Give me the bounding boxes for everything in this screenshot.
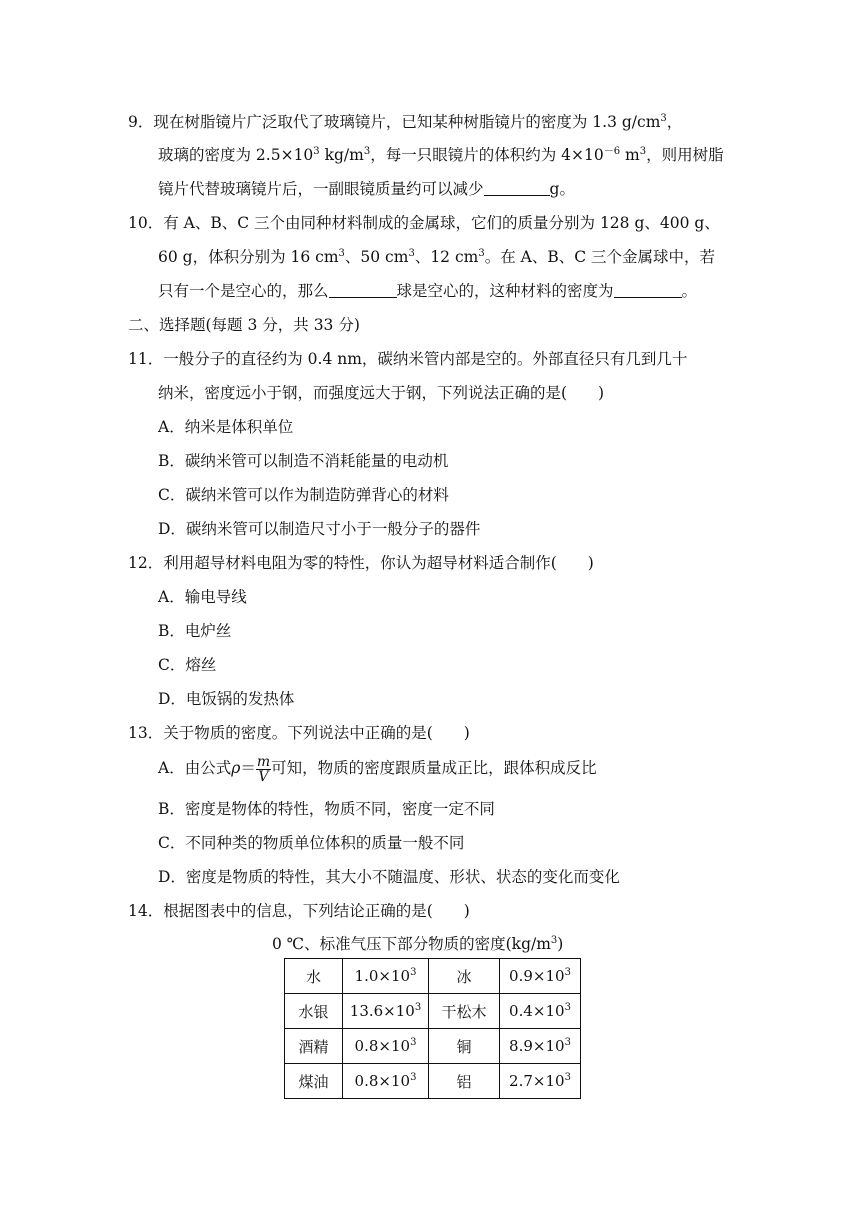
- superscript: 3: [363, 146, 371, 157]
- option-text: A．由公式: [158, 759, 232, 777]
- superscript: 3: [564, 1072, 571, 1083]
- superscript: 3: [410, 967, 417, 978]
- fraction-numerator: m: [256, 753, 271, 770]
- option-a: A．纳米是体积单位: [158, 418, 294, 436]
- q10-text: 只有一个是空心的，那么: [158, 282, 329, 300]
- superscript: 3: [338, 248, 345, 259]
- substance-cell: [285, 1064, 343, 1099]
- option-c: C．熔丝: [158, 656, 217, 674]
- substance-cell: [285, 959, 343, 994]
- q9-text: m: [620, 146, 640, 164]
- cell-text: 水银: [298, 1002, 329, 1021]
- superscript: 3: [660, 113, 667, 124]
- question-9-line-2: [158, 145, 724, 165]
- question-11-line-1: 11．一般分子的直径约为 0.4 nm，碳纳米管内部是空的。外部直径只有几到几十: [128, 350, 688, 368]
- superscript: 3: [410, 1072, 417, 1083]
- cell-text: 0.9×10: [509, 967, 565, 985]
- cell-text: 冰: [456, 967, 472, 986]
- q10-text: 球是空心的，这种材料的密度为: [396, 282, 614, 300]
- cell-text: 1.0×10: [354, 967, 411, 985]
- cell-text: 8.9×10: [509, 1037, 565, 1055]
- density-cell: [500, 1064, 581, 1099]
- q9-text: ，每一只眼镜片的体积约为 4×10: [370, 146, 604, 164]
- question-10-line-2: [158, 247, 715, 267]
- table-row: [285, 1064, 581, 1099]
- q10-text: 10．有 A、B、C 三个由同种材料制成的金属球，它们的质量分别为 128 g、400 g、: [128, 214, 720, 232]
- substance-cell: [429, 1064, 500, 1099]
- option-a: A．输电导线: [158, 588, 247, 606]
- q9-text: 9．现在树脂镜片广泛取代了玻璃镜片，已知某种树脂镜片的密度为 1.3 g/cm: [128, 113, 661, 131]
- superscript: 3: [410, 1037, 417, 1048]
- option-b: B．碳纳米管可以制造不消耗能量的电动机: [158, 452, 449, 470]
- density-cell: [343, 1029, 429, 1064]
- question-14-line-1: 14．根据图表中的信息，下列结论正确的是( ): [128, 902, 470, 920]
- cell-text: 铝: [456, 1072, 472, 1091]
- option-d: D．碳纳米管可以制造尺寸小于一般分子的器件: [158, 520, 481, 538]
- option-b: B．密度是物体的特性，物质不同，密度一定不同: [158, 800, 495, 818]
- cell-text: 13.6×10: [349, 1002, 415, 1020]
- fraction-denominator: V: [258, 768, 269, 785]
- substance-cell: [285, 1029, 343, 1064]
- density-cell: [500, 994, 581, 1029]
- q9-text: g。: [549, 180, 575, 198]
- cell-text: 酒精: [298, 1037, 329, 1056]
- cell-text: 干松木: [441, 1002, 487, 1021]
- question-13-line-1: 13．关于物质的密度。下列说法中正确的是( ): [128, 724, 470, 742]
- density-cell: [343, 994, 429, 1029]
- section-heading: 二、选择题(每题 3 分，共 33 分): [128, 316, 360, 334]
- question-12-line-1: 12．利用超导材料电阻为零的特性，你认为超导材料适合制作( ): [128, 554, 594, 572]
- cell-text: 铜: [456, 1037, 472, 1056]
- table-row: [285, 959, 581, 994]
- table-row: [285, 994, 581, 1029]
- cell-text: 0.4×10: [509, 1002, 565, 1020]
- superscript: －6: [603, 146, 621, 157]
- substance-cell: [429, 959, 500, 994]
- q9-text: 玻璃的密度为 2.5×10: [158, 146, 314, 164]
- superscript: 3: [478, 248, 485, 259]
- fraction: [256, 755, 271, 784]
- answer-blank[interactable]: [614, 282, 682, 298]
- option-a: [158, 753, 597, 784]
- superscript: 3: [408, 248, 415, 259]
- superscript: 3: [564, 967, 571, 978]
- question-9-line-1: [128, 112, 682, 132]
- q9-text: ，则用树脂: [646, 146, 724, 164]
- superscript: 3: [639, 146, 647, 157]
- cell-text: 煤油: [298, 1072, 329, 1091]
- substance-cell: [429, 994, 500, 1029]
- density-table: [284, 958, 581, 1099]
- table-caption: [272, 934, 563, 954]
- superscript: 3: [550, 935, 558, 946]
- density-cell: [343, 959, 429, 994]
- q10-text: 、12 cm: [414, 248, 479, 266]
- q10-text: 。在 A、B、C 三个金属球中，若: [484, 248, 716, 266]
- option-b: B．电炉丝: [158, 622, 232, 640]
- superscript: 3: [313, 146, 320, 157]
- option-d: D．电饭锅的发热体: [158, 690, 295, 708]
- cell-text: 水: [305, 967, 321, 986]
- q10-text: 60 g，体积分别为 16 cm: [158, 248, 339, 266]
- substance-cell: [429, 1029, 500, 1064]
- option-d: D．密度是物质的特性，其大小不随温度、形状、状态的变化而变化: [158, 868, 620, 886]
- caption-text: ): [557, 935, 564, 953]
- density-table-body: [285, 959, 581, 1099]
- answer-blank[interactable]: [329, 282, 397, 298]
- option-c: C．不同种类的物质单位体积的质量一般不同: [158, 834, 465, 852]
- question-10-line-1: [128, 213, 720, 233]
- q9-text: 镜片代替玻璃镜片后，一副眼镜质量约可以减少: [158, 180, 484, 198]
- cell-text: 0.8×10: [354, 1037, 411, 1055]
- question-10-line-3: [158, 281, 697, 301]
- superscript: 3: [564, 1002, 571, 1013]
- table-row: [285, 1029, 581, 1064]
- superscript: 3: [414, 1002, 422, 1013]
- question-11-line-2: 纳米，密度远小于钢，而强度远大于钢，下列说法正确的是( ): [158, 384, 605, 402]
- answer-blank[interactable]: [484, 180, 550, 196]
- q10-text: 、50 cm: [344, 248, 409, 266]
- q9-text: kg/m: [319, 146, 364, 164]
- density-cell: [343, 1064, 429, 1099]
- rho-symbol: ρ: [231, 759, 241, 777]
- q10-text: 。: [681, 282, 698, 300]
- superscript: 3: [564, 1037, 571, 1048]
- question-9-line-3: [158, 179, 575, 199]
- equals-sign: ＝: [240, 759, 256, 777]
- substance-cell: [285, 994, 343, 1029]
- cell-text: 2.7×10: [509, 1072, 565, 1090]
- caption-text: 0 ℃、标准气压下部分物质的密度(kg/m: [272, 935, 551, 953]
- option-text: 可知，物质的密度跟质量成正比，跟体积成反比: [271, 759, 597, 777]
- option-c: C．碳纳米管可以作为制造防弹背心的材料: [158, 486, 449, 504]
- cell-text: 0.8×10: [354, 1072, 411, 1090]
- density-cell: [500, 1029, 581, 1064]
- density-cell: [500, 959, 581, 994]
- q9-text: ，: [666, 113, 683, 131]
